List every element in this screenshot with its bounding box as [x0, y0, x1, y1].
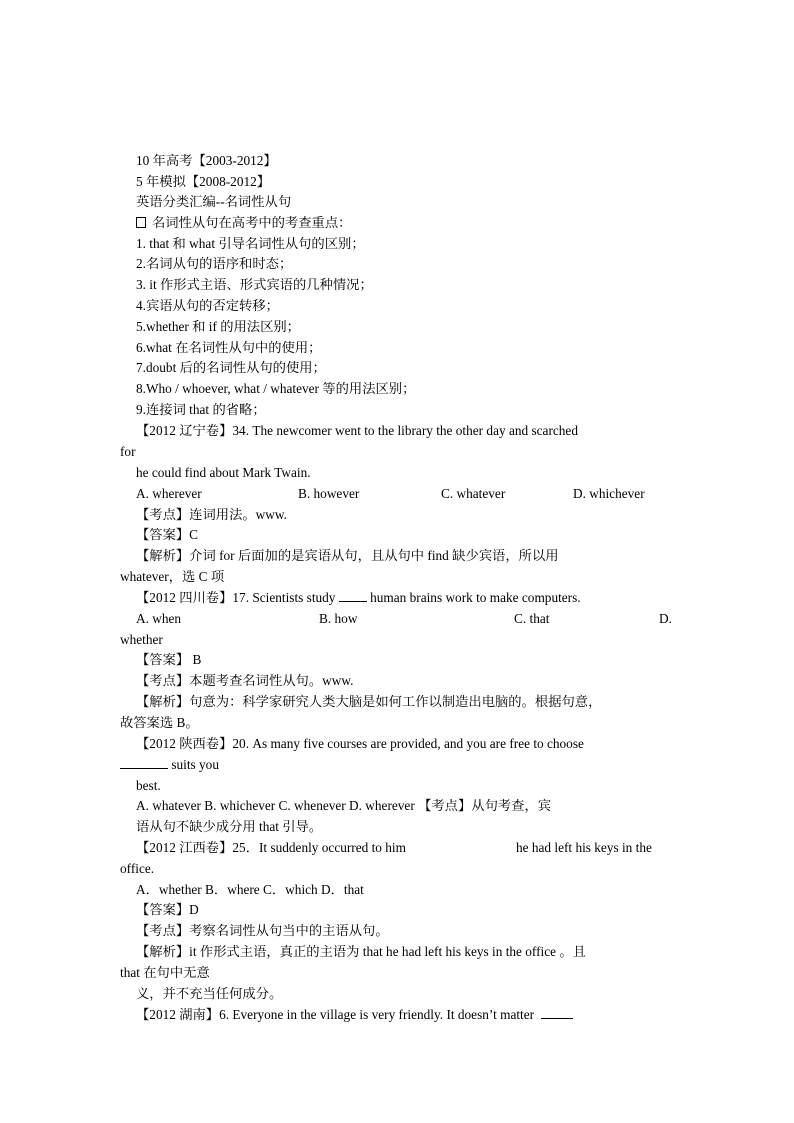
focus-item: 9.连接词 that 的省略；	[136, 402, 266, 417]
header-line-2: 5 年模拟【2008-2012】	[136, 174, 271, 189]
focus-item: 8.Who / whoever, what / whatever 等的用法区别；	[136, 381, 416, 396]
q3-stem-cont	[120, 755, 219, 775]
q4-analysis-cont: that 在句中无意	[120, 965, 210, 980]
q1-answer: 【答案】C	[136, 527, 199, 542]
q4-kaodian: 【考点】考察名词性从句当中的主语从句。	[136, 923, 389, 938]
q3-kaodian-cont: 语从句不缺少成分用 that 引导。	[136, 819, 323, 834]
q2-answer: 【答案】 B	[136, 652, 202, 667]
q1-analysis: 【解析】介词 for 后面加的是宾语从句，且从句中 find 缺少宾语，所以用	[136, 548, 559, 563]
q4-analysis: 【解析】it 作形式主语，真正的主语为 that he had left his keys in the office 。且	[136, 944, 586, 959]
q1-stem-cont: for	[120, 444, 136, 459]
focus-item: 7.doubt 后的名词性从句的使用；	[136, 360, 326, 375]
q2-stem	[136, 588, 581, 608]
q5-stem	[136, 1005, 573, 1025]
q3-stem-cont: best.	[136, 778, 161, 793]
q1-option-b: B. however	[298, 486, 360, 501]
focus-item: 5.whether 和 if 的用法区别；	[136, 319, 300, 334]
q3-stem-cont-text: suits you	[171, 757, 219, 772]
q4-answer: 【答案】D	[136, 902, 199, 917]
q5-stem-text: 【2012 湖南】6. Everyone in the village is very friendly. It doesn’t matter	[136, 1007, 535, 1022]
focus-title	[136, 213, 351, 233]
q1-option-a: A. wherever	[136, 486, 202, 501]
q2-stem-a: 【2012 四川卷】17. Scientists study	[136, 590, 336, 605]
focus-item: 1. that 和 what 引导名词性从句的区别；	[136, 236, 365, 251]
q2-option-d: D.	[659, 611, 672, 626]
q1-option-c: C. whatever	[441, 486, 506, 501]
header-line-3: 英语分类汇编--名词性从句	[136, 194, 292, 209]
q2-option-a: A. when	[136, 611, 182, 626]
focus-item: 3. it 作形式主语、形式宾语的几种情况；	[136, 277, 373, 292]
focus-item: 4.宾语从句的否定转移；	[136, 298, 279, 313]
q3-blank	[120, 755, 168, 769]
focus-title-text: 名词性从句在高考中的考查重点：	[152, 215, 352, 230]
q1-option-d: D. whichever	[573, 486, 645, 501]
q1-analysis-cont: whatever，选 C 项	[120, 569, 225, 584]
checkbox-square-icon	[136, 217, 146, 228]
q4-stem-a: 【2012 江西卷】25．It suddenly occurred to him	[136, 840, 406, 855]
focus-item: 2.名词从句的语序和时态；	[136, 256, 293, 271]
q1-kaodian: 【考点】连词用法。www.	[136, 507, 287, 522]
q3-options: A. whatever B. whichever C. whenever D. wherever 【考点】从句考查，宾	[136, 798, 552, 813]
q2-option-c: C. that	[514, 611, 550, 626]
q4-options: A．whether B．where C．which D．that	[136, 882, 364, 897]
q4-stem-cont: office.	[120, 861, 155, 876]
q1-stem: 【2012 辽宁卷】34. The newcomer went to the library the other day and scarched	[136, 423, 578, 438]
header-line-1: 10 年高考【2003-2012】	[136, 153, 277, 168]
q2-blank	[339, 588, 367, 602]
q1-stem-cont: he could find about Mark Twain.	[136, 465, 311, 480]
q3-stem: 【2012 陕西卷】20. As many five courses are provided, and you are free to choose	[136, 736, 584, 751]
q2-kaodian: 【考点】本题考查名词性从句。www.	[136, 673, 354, 688]
q5-blank	[541, 1005, 573, 1019]
q2-option-d-cont: whether	[120, 632, 163, 647]
q2-stem-b: human brains work to make computers.	[370, 590, 581, 605]
q2-analysis-cont: 故答案选 B。	[120, 715, 199, 730]
q2-analysis: 【解析】句意为：科学家研究人类大脑是如何工作以制造出电脑的。根据句意，	[136, 694, 602, 709]
q4-stem-b: he had left his keys in the	[516, 840, 652, 855]
q4-analysis-cont: 义，并不充当任何成分。	[136, 986, 283, 1001]
q2-option-b: B. how	[319, 611, 358, 626]
focus-item: 6.what 在名词性从句中的使用；	[136, 340, 322, 355]
